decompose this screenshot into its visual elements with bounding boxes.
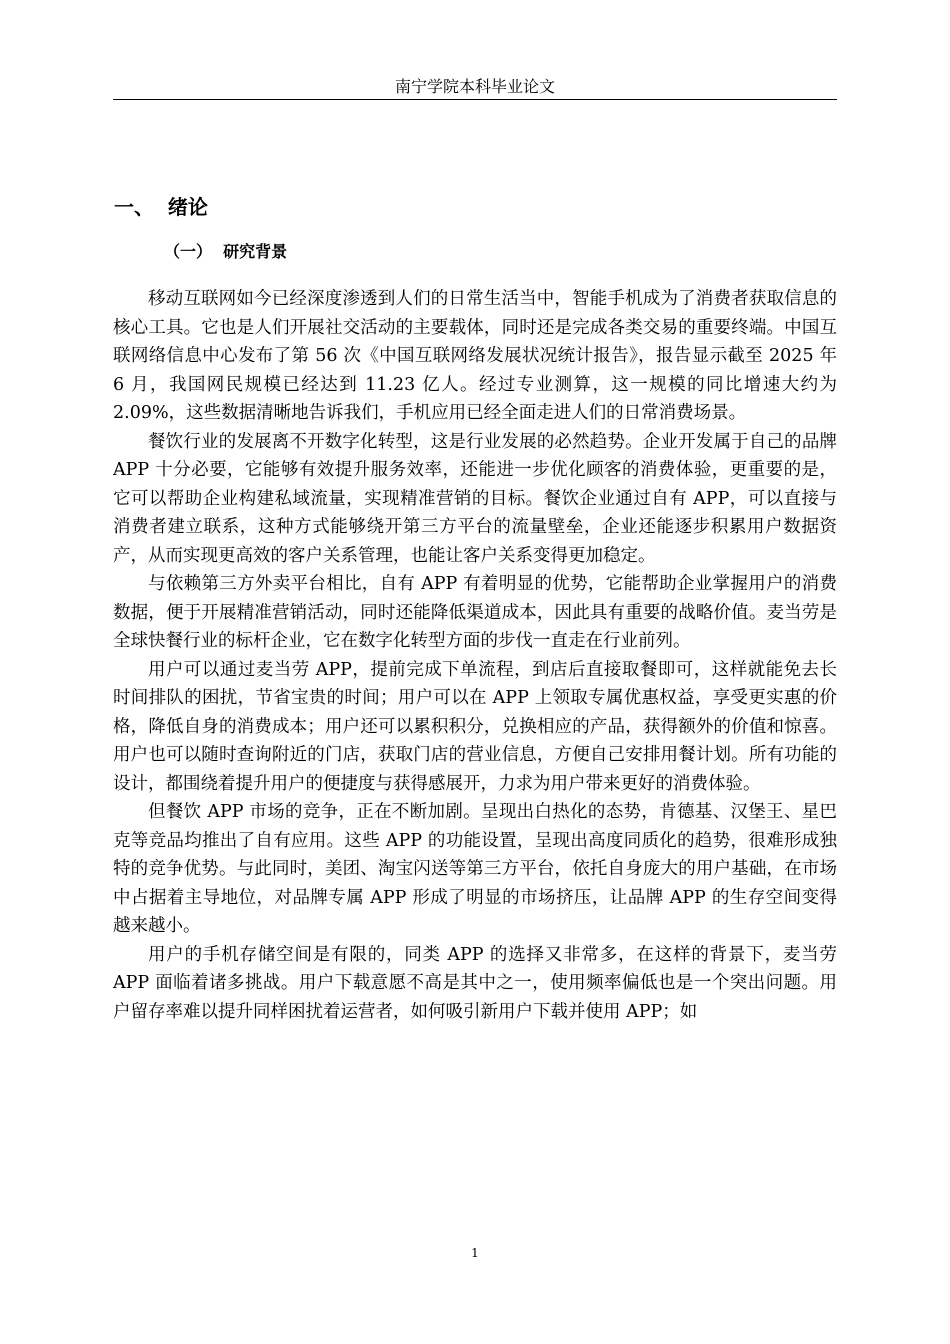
paragraph: 移动互联网如今已经深度渗透到人们的日常生活当中，智能手机成为了消费者获取信息的核心工具。它也是人们开展社交活动的主要载体，同时还是完成各类交易的重要终端。中国互联网络信息中心发布了第 56 次《中国互联网络发展状况统计报告》，报告显示截至 2025 年 6 月，我国网民规模已经达到 11.23 亿人。经过专业测算，这一规模的同比增速大约为 2.09%，这些数据清晰地告诉我们，手机应用已经全面走进人们的日常消费场景。 <box>113 289 837 423</box>
paragraph: 但餐饮 APP 市场的竞争，正在不断加剧。呈现出白热化的态势，肯德基、汉堡王、星巴克等竞品均推出了自有应用。这些 APP 的功能设置，呈现出高度同质化的趋势，很难形成独特的竞争优势。与此同时，美团、淘宝闪送等第三方平台，依托自身庞大的用户基础，在市场中占据着主导地位，对品牌专属 APP 形成了明显的市场挤压，让品牌 APP 的生存空间变得越来越小。 <box>113 802 837 936</box>
paragraph: 餐饮行业的发展离不开数字化转型，这是行业发展的必然趋势。企业开发属于自己的品牌 APP 十分必要，它能够有效提升服务效率，还能进一步优化顾客的消费体验，更重要的是，它可以帮助企业构建私域流量，实现精准营销的目标。餐饮企业通过自有 APP，可以直接与消费者建立联系，这种方式能够绕开第三方平台的流量壁垒，企业还能逐步积累用户数据资产，从而实现更高效的客户关系管理，也能让客户关系变得更加稳定。 <box>113 431 837 566</box>
chapter-title: 一、 绪论 <box>114 195 208 219</box>
header-divider <box>113 99 837 100</box>
paragraph: 用户的手机存储空间是有限的，同类 APP 的选择又非常多，在这样的背景下，麦当劳 APP 面临着诸多挑战。用户下载意愿不高是其中之一，使用频率偏低也是一个突出问题。用户留存率难以提升同样困扰着运营者，如何吸引新用户下载并使用 APP；如 <box>113 944 837 1022</box>
paragraph: 用户可以通过麦当劳 APP，提前完成下单流程，到店后直接取餐即可，这样就能免去长时间排队的困扰，节省宝贵的时间；用户可以在 APP 上领取专属优惠权益，享受更实惠的价格，降低自身的消费成本；用户还可以累积积分，兑换相应的产品，获得额外的价值和惊喜。用户也可以随时查询附近的门店，获取门店的营业信息，方便自己安排用餐计划。所有功能的设计，都围绕着提升用户的便捷度与获得感展开，力求为用户带来更好的消费体验。 <box>113 659 837 794</box>
running-header: 南宁学院本科毕业论文 <box>394 77 555 96</box>
body-text <box>113 285 837 1026</box>
paragraph: 与依赖第三方外卖平台相比，自有 APP 有着明显的优势，它能帮助企业掌握用户的消费数据，便于开展精准营销活动，同时还能降低渠道成本，因此具有重要的战略价值。麦当劳是全球快餐行业的标杆企业，它在数字化转型方面的步伐一直走在行业前列。 <box>113 574 837 651</box>
page-number: 1 <box>471 1246 479 1260</box>
section-title: （一） 研究背景 <box>164 242 288 261</box>
